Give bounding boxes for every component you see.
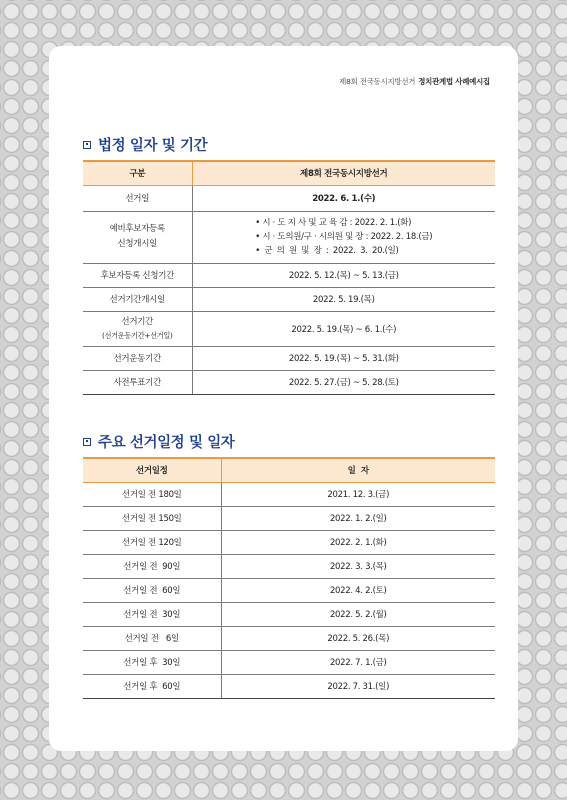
- schedule-date: 2022. 4. 2.(토): [221, 578, 495, 602]
- table-row: [83, 185, 495, 211]
- row-value: 2022. 5. 19.(목): [192, 287, 495, 311]
- schedule-label: 선거일 전 60일: [83, 578, 221, 602]
- row-label: 선거운동기간: [83, 346, 192, 370]
- schedule-label: 선거일 후 60일: [83, 674, 221, 698]
- table-row: [83, 602, 495, 626]
- document-page: [49, 46, 518, 751]
- schedule-label: 선거일 전 150일: [83, 506, 221, 530]
- row-label-line1: 선거기간: [121, 316, 154, 327]
- row-value: 2022. 6. 1.(수): [192, 185, 495, 211]
- list-item: • 시 · 도 지 사 및 교 육 감 : 2022. 2. 1.(화): [255, 218, 412, 228]
- table-row: [83, 530, 495, 554]
- preliminary-registration-list: [255, 216, 432, 258]
- table-row: [83, 650, 495, 674]
- running-header: [339, 76, 490, 87]
- col-header-schedule: 선거일정: [83, 458, 221, 482]
- row-label-line1: 예비후보자등록: [109, 224, 165, 234]
- schedule-label: 선거일 전 6일: [83, 626, 221, 650]
- header-election-label: 제8회 전국동시지방선거: [339, 77, 416, 86]
- schedule-label: 선거일 후 30일: [83, 650, 221, 674]
- schedule-date: 2021. 12. 3.(금): [221, 482, 495, 506]
- col-header-date: 일 자: [221, 458, 495, 482]
- row-value: 2022. 5. 19.(목) ~ 6. 1.(수): [192, 311, 495, 346]
- header-book-title: 정치관계법 사례예시집: [418, 77, 490, 86]
- schedule-label: 선거일 전 180일: [83, 482, 221, 506]
- row-value: 2022. 5. 19.(목) ~ 5. 31.(화): [192, 346, 495, 370]
- schedule-date: 2022. 5. 2.(월): [221, 602, 495, 626]
- row-value: 2022. 5. 27.(금) ~ 5. 28.(토): [192, 370, 495, 394]
- table-row: [83, 506, 495, 530]
- square-bullet-icon: [83, 438, 91, 446]
- square-bullet-icon: [83, 141, 91, 149]
- table-row: [83, 346, 495, 370]
- table-row: [83, 674, 495, 698]
- table-row: [83, 287, 495, 311]
- schedule-date: 2022. 2. 1.(화): [221, 530, 495, 554]
- col-header-election: 제8회 전국동시지방선거: [192, 161, 495, 185]
- schedule-date: 2022. 7. 31.(일): [221, 674, 495, 698]
- row-value: [192, 211, 495, 263]
- table-row: [83, 626, 495, 650]
- row-label: [83, 211, 192, 263]
- schedule-label: 선거일 전 30일: [83, 602, 221, 626]
- table-row: [83, 311, 495, 346]
- table-row: [83, 554, 495, 578]
- row-label: 선거기간개시일: [83, 287, 192, 311]
- table-row: [83, 482, 495, 506]
- row-sublabel: (선거운동기간+선거일): [101, 330, 173, 340]
- schedule-date: 2022. 1. 2.(일): [221, 506, 495, 530]
- section2-title: [83, 431, 234, 452]
- schedule-label: 선거일 전 120일: [83, 530, 221, 554]
- table-header-row: [83, 458, 495, 482]
- table-row: [83, 578, 495, 602]
- row-label: [83, 311, 192, 346]
- schedule-date: 2022. 3. 3.(목): [221, 554, 495, 578]
- row-label: 사전투표기간: [83, 370, 192, 394]
- schedule-date: 2022. 5. 26.(목): [221, 626, 495, 650]
- row-value: 2022. 5. 12.(목) ~ 5. 13.(금): [192, 263, 495, 287]
- legal-dates-table: [83, 160, 495, 395]
- section1-title-text: 법정 일자 및 기간: [98, 138, 208, 154]
- row-label: 선거일: [83, 185, 192, 211]
- schedule-date: 2022. 7. 1.(금): [221, 650, 495, 674]
- table-header-row: [83, 161, 495, 185]
- list-item: • 시 · 도의원/구 · 시의원 및 장 : 2022. 2. 18.(금): [255, 232, 433, 242]
- row-label: 후보자등록 신청기간: [83, 263, 192, 287]
- section1-title: [83, 134, 207, 155]
- col-header-category: 구분: [83, 161, 192, 185]
- table-row: [83, 370, 495, 394]
- list-item: • 군 의 원 및 장 : 2022. 3. 20.(일): [255, 246, 399, 256]
- table-row: [83, 263, 495, 287]
- table-row: [83, 211, 495, 263]
- schedule-table: [83, 457, 495, 699]
- row-label-line2: 신청개시일: [117, 239, 158, 249]
- section2-title-text: 주요 선거일정 및 일자: [98, 435, 235, 451]
- schedule-label: 선거일 전 90일: [83, 554, 221, 578]
